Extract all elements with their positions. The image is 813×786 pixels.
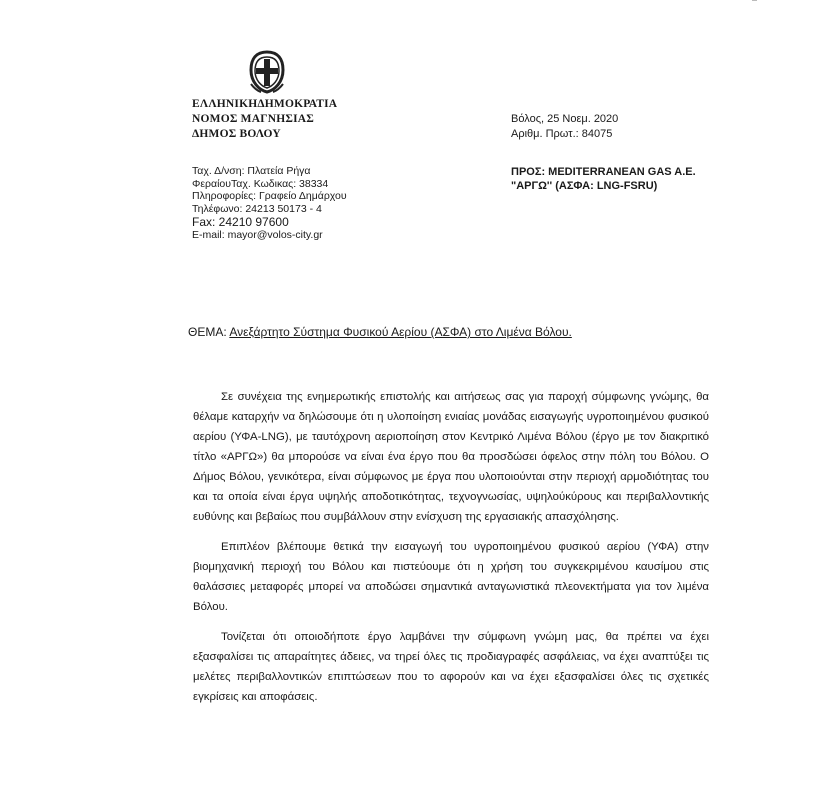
subject-label: ΘΕΜΑ: xyxy=(188,325,227,339)
subject-line xyxy=(188,325,572,339)
issuer-prefecture: ΝΟΜΟΣ ΜΑΓΝΗΣΙΑΣ xyxy=(192,113,314,125)
greek-coat-of-arms-icon xyxy=(248,50,286,94)
recipient-line-2: "ΑΡΓΩ'' (ΑΣΦΑ: LNG-FSRU) xyxy=(511,180,658,192)
issuer-municipality: ΔΗΜΟΣ ΒΟΛΟΥ xyxy=(192,128,281,140)
recipient-line-1: ΠΡΟΣ: MEDITERRANEAN GAS A.E. xyxy=(511,166,696,178)
body-paragraph-1: Σε συνέχεια της ενημερωτικής επιστολής και αιτήσεως σας για παροχή σύμφωνης γνώμης, θα θέλαμε καταρχήν να δηλώσουμε ότι η υλοποίηση ενιαίας μονάδας εισαγωγής υγροποιημένου φυσικού αερίου (ΥΦΑ-LNG), με ταυτόχρονη αεριοποίηση στον Κεντρικό Λιμένα Βόλου (έργο με τον διακριτικό τίτλο «ΑΡΓΩ») θα μπορούσε να είναι ένα έργο που θα προσδώσει όφελος στην πόλη του Βόλου. Ο Δήμος Βόλου, γενικότερα, είναι σύμφωνος με έργα που υλοποιούνται στην περιοχή αρμοδιότητας του και τα οποία είναι έργα υψηλής αποδοτικότητας, τεχνογνωσίας, υψηλούκύρους και περιβαλλοντικής ευθύνης και βεβαίως που συμβάλλουν στην ενίσχυση της εργασιακής απασχόλησης. xyxy=(193,391,709,523)
protocol-number: Αριθμ. Πρωτ.: 84075 xyxy=(511,128,613,140)
letter-date: Βόλος, 25 Νοεμ. 2020 xyxy=(511,113,619,125)
letter-body xyxy=(193,387,709,717)
body-paragraph-2: Επιπλέον βλέπουμε θετικά την εισαγωγή του υγροποιημένου φυσικού αερίου (ΥΦΑ) στην βιομηχανική περιοχή του Βόλου και πιστεύουμε ότι η χρήση του συγκεκριμένου καυσίμου στις θαλάσσιες μεταφορές μπορεί να αποδώσει σημαντικά ανταγωνιστικά πλεονεκτήματα για τον λιμένα Βόλου. xyxy=(193,541,709,613)
date-block xyxy=(511,112,618,142)
issuer-block xyxy=(192,97,337,142)
contact-fax: Fax: 24210 97600 xyxy=(192,215,289,230)
contact-info: Πληροφορίες: Γραφείο Δημάρχου xyxy=(192,190,347,203)
contact-block xyxy=(192,165,347,242)
body-paragraph-3: Τονίζεται ότι οποιοδήποτε έργο λαμβάνει την σύμφωνη γνώμη μας, θα πρέπει να έχει εξασφαλίσει τις απαραίτητες άδειες, να τηρεί όλες τις προδιαγραφές ασφάλειας, να έχει αναπτύξει τις μελέτες περιβαλλοντικών επιπτώσεων που το αφορούν και να έχει εξασφαλίσει όλες τις σχετικές εγκρίσεις και αποφάσεις. xyxy=(193,631,709,703)
subject-text: Ανεξάρτητο Σύστημα Φυσικού Αερίου (ΑΣΦΑ) στο Λιμένα Βόλου. xyxy=(229,325,572,339)
issuer-country: ΕΛΛΗΝΙΚΗΔΗΜΟΚΡΑΤΙΑ xyxy=(192,98,338,110)
recipient-block xyxy=(511,165,696,193)
scan-mark xyxy=(752,0,757,1)
contact-address: Ταχ. Δ/νση: Πλατεία Ρήγα xyxy=(192,165,311,177)
contact-phone: Τηλέφωνο: 24213 50173 - 4 xyxy=(192,202,322,215)
contact-email: E-mail: mayor@volos-city.gr xyxy=(192,229,323,242)
contact-postcode: ΦεραίουΤαχ. Κωδικας: 38334 xyxy=(192,177,329,190)
